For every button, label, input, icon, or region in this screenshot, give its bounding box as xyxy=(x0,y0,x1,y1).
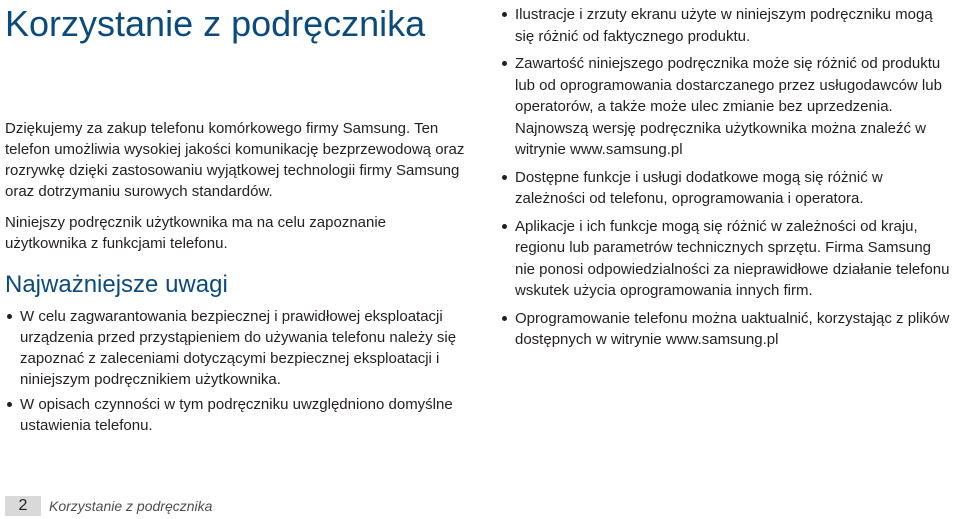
page-footer xyxy=(5,496,212,516)
intro-paragraph: Dziękujemy za zakup telefonu komórkowego firmy Samsung. Ten telefon umożliwia wysokiej jakości komunikację bezprzewodową oraz rozrywkę dzięki zastosowaniu wyjątkowej technologii firmy Samsung oraz dotrzymaniu surowych standardów. xyxy=(5,120,465,200)
page-number: 2 xyxy=(5,496,41,516)
list-item xyxy=(500,53,955,161)
list-item xyxy=(500,4,955,47)
page-title: Korzystanie z podręcznika xyxy=(5,3,426,44)
list-item-text: Oprogramowanie telefonu można uaktualnić, korzystając z plików dostępnych w witrynie www.samsung.pl xyxy=(515,309,950,348)
right-bullet-list xyxy=(500,4,955,351)
intro-paragraph-2: Niniejszy podręcznik użytkownika ma na celu zapoznanie użytkownika z funkcjami telefonu. xyxy=(5,214,387,252)
bullet-dot-icon xyxy=(502,61,507,66)
list-item-text: Ilustracje i zrzuty ekranu użyte w niniejszym podręczniku mogą się różnić od faktycznego produktu. xyxy=(515,6,933,45)
list-item-text: W opisach czynności w tym podręczniku uwzględniono domyślne ustawienia telefonu. xyxy=(20,396,453,434)
section-heading: Najważniejsze uwagi xyxy=(5,271,228,298)
bullet-dot-icon xyxy=(7,402,12,407)
bullet-dot-icon xyxy=(502,12,507,17)
bullet-dot-icon xyxy=(502,316,507,321)
list-item-text: Dostępne funkcje i usługi dodatkowe mogą się różnić w zależności od telefonu, oprogramowania i operatora. xyxy=(515,168,883,207)
list-item xyxy=(5,306,465,390)
list-item-text: W celu zagwarantowania bezpiecznej i prawidłowej eksploatacji urządzenia przed przystąpieniem do używania telefonu należy się zapoznać z zaleceniami dotyczącymi bezpiecznej eksploatacji i niniejszym podręcznikiem użytkownika. xyxy=(20,308,457,388)
list-item xyxy=(500,216,955,302)
list-item-text: Zawartość niniejszego podręcznika może się różnić od produktu lub od oprogramowania dostarczanego przez usługodawców lub operatorów, a także może ulec zmianie bez uprzedzenia. Najnowszą wersję podręcznika użytkownika można znaleźć w witrynie www.samsung.pl xyxy=(515,55,942,158)
list-item xyxy=(500,308,955,351)
bullet-dot-icon xyxy=(7,314,12,319)
bullet-dot-icon xyxy=(502,224,507,229)
left-bullet-list xyxy=(5,306,465,436)
running-title: Korzystanie z podręcznika xyxy=(49,498,213,514)
bullet-dot-icon xyxy=(502,175,507,180)
right-column xyxy=(500,4,955,357)
list-item xyxy=(500,167,955,210)
left-column xyxy=(5,118,465,440)
list-item-text: Aplikacje i ich funkcje mogą się różnić w zależności od kraju, regionu lub parametrów technicznych sprzętu. Firma Samsung nie ponosi odpowiedzialności za nieprawidłowe działanie telefonu wskutek użycia oprogramowania innych firm. xyxy=(515,217,950,299)
list-item xyxy=(5,394,465,436)
